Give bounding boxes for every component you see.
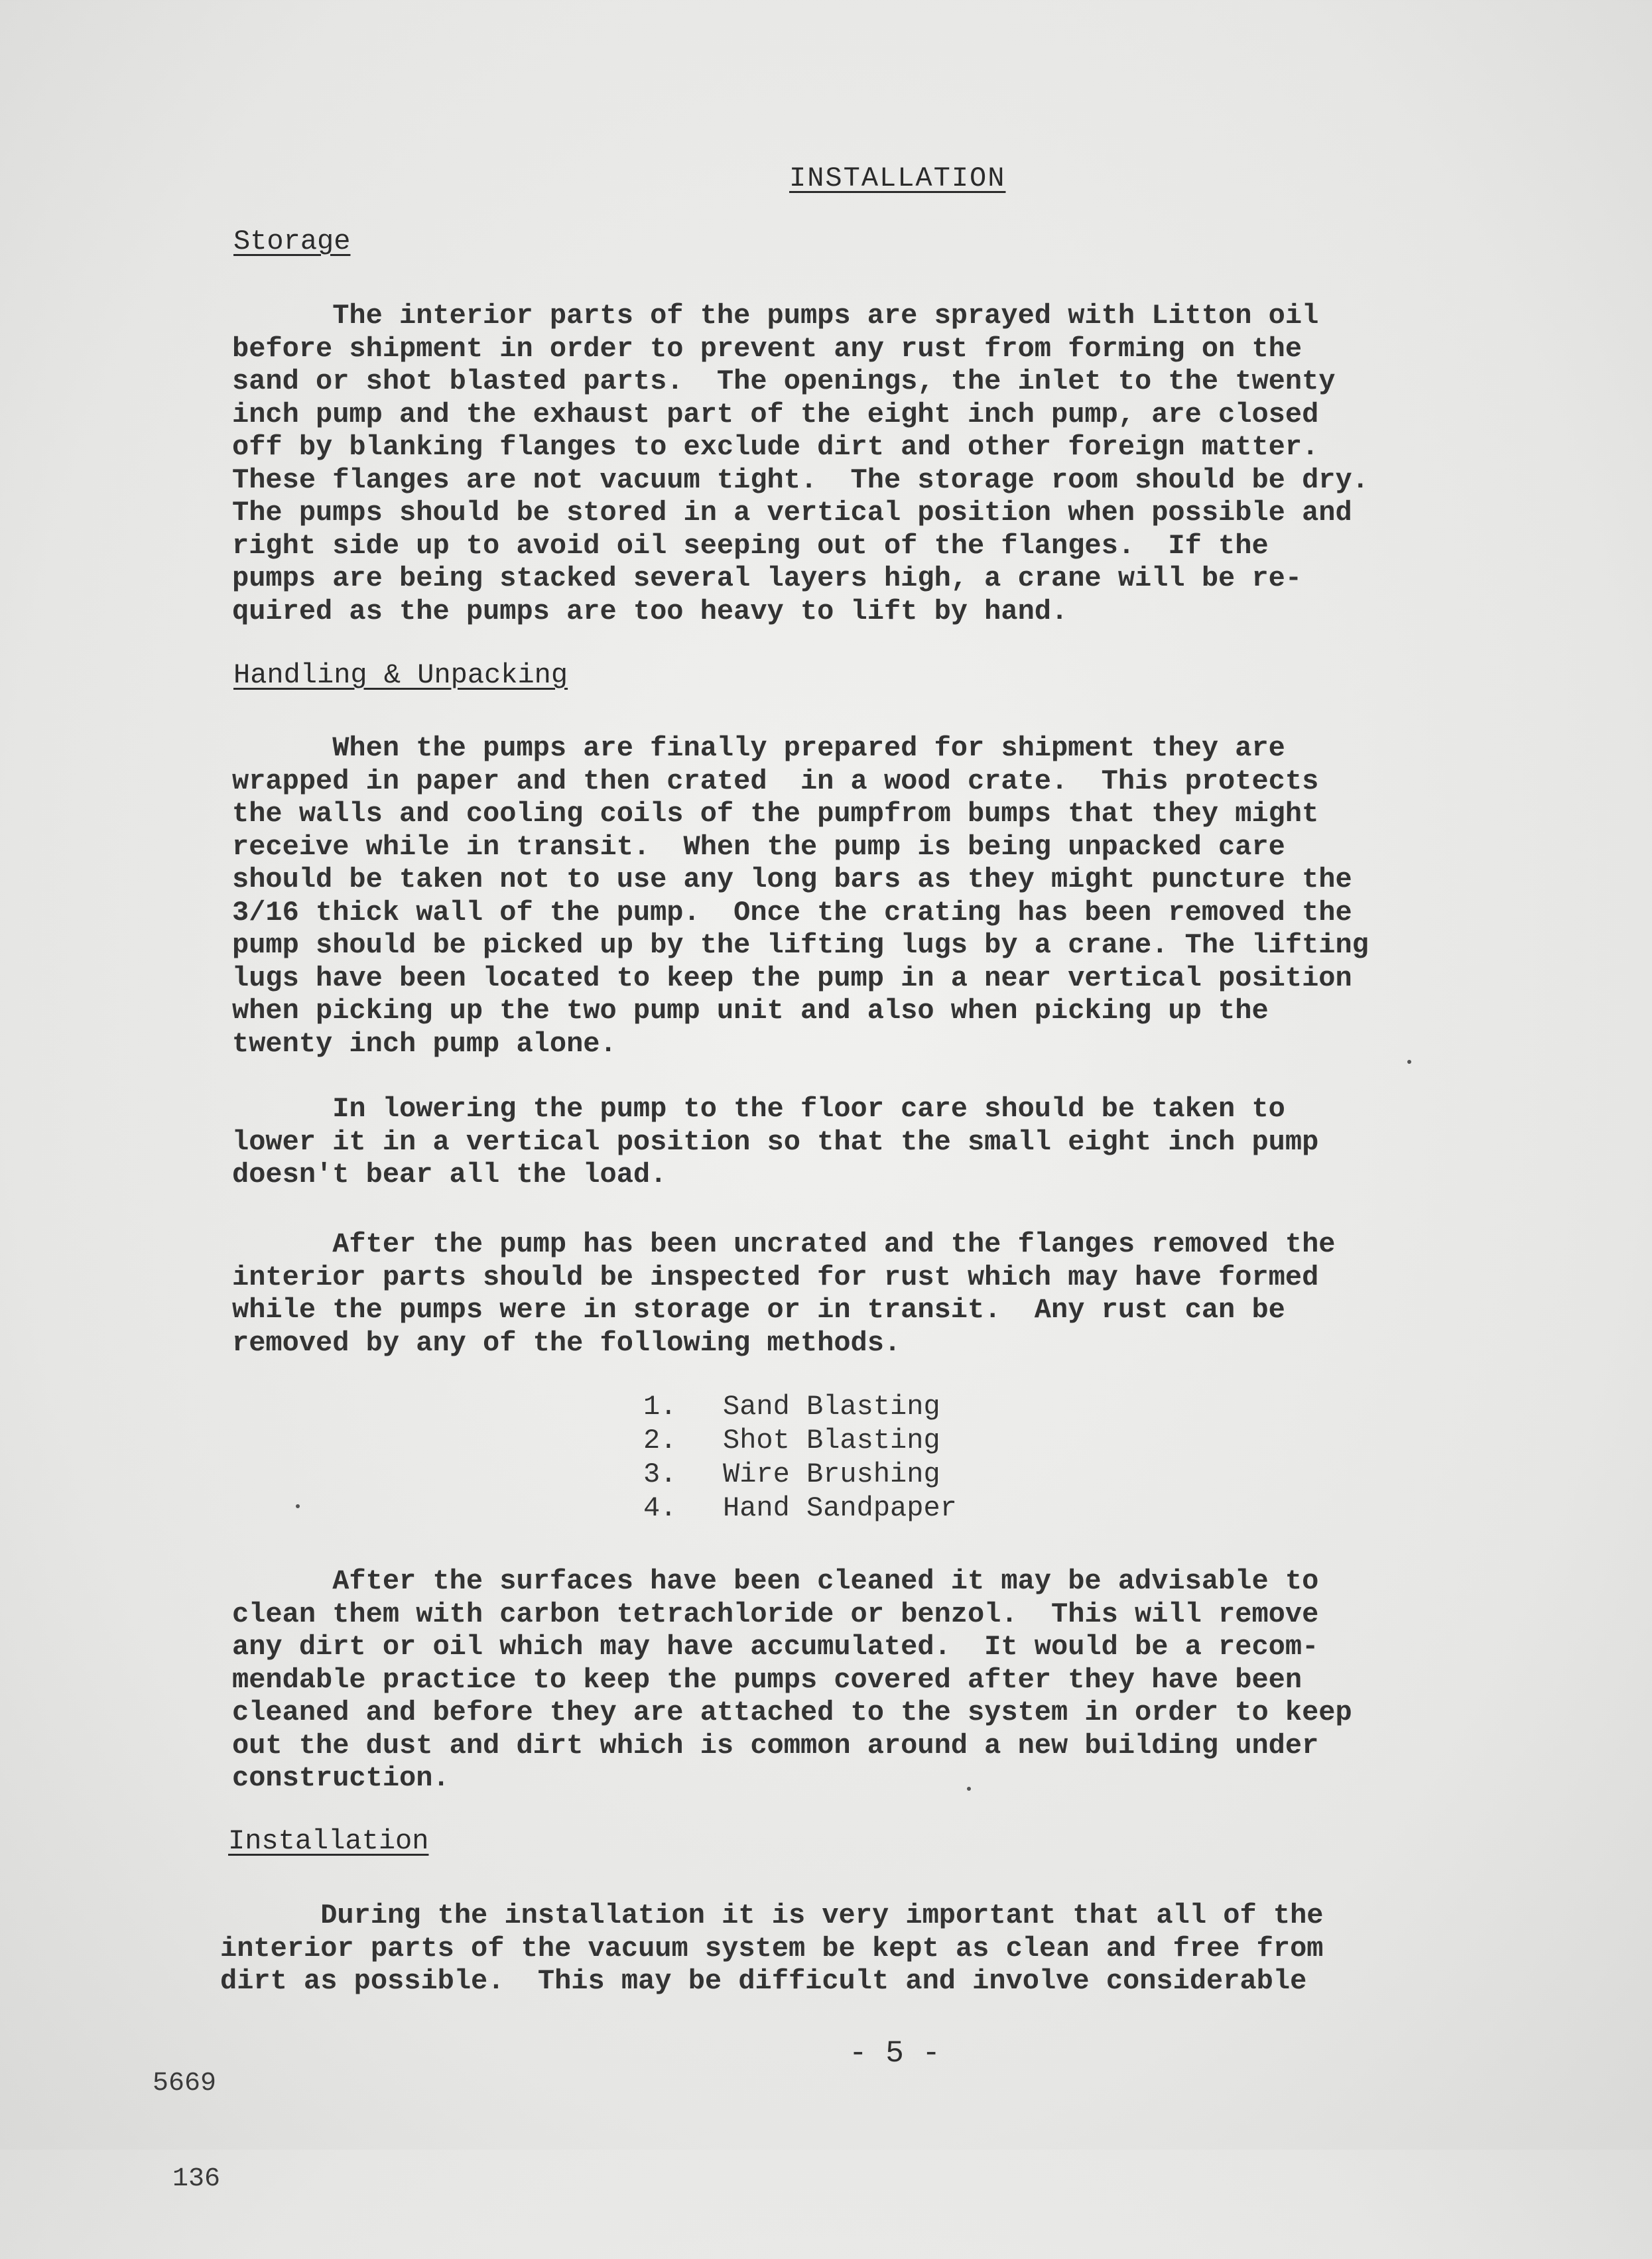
installation-paragraph: [220, 1900, 1553, 1998]
list-item: [643, 1390, 957, 1424]
text-line: mendable practice to keep the pumps covered after they have been: [232, 1663, 1303, 1696]
list-item: [643, 1492, 957, 1525]
text-line: wrapped in paper and then crated in a wood crate. This protects: [232, 765, 1319, 797]
list-number: 3.: [643, 1458, 677, 1490]
text-line: interior parts of the vacuum system be kept as clean and free from: [220, 1932, 1324, 1965]
text-line: when picking up the two pump unit and also when picking up the: [232, 995, 1269, 1027]
text-line: When the pumps are finally prepared for shipment they are: [232, 732, 1285, 764]
text-line: removed by any of the following methods.: [232, 1326, 901, 1359]
page-title: INSTALLATION: [789, 162, 1006, 194]
text-line: right side up to avoid oil seeping out of the flanges. If the: [232, 529, 1269, 562]
section-heading-storage: Storage: [233, 226, 351, 257]
text-line: twenty inch pump alone.: [232, 1027, 617, 1060]
text-line: pumps are being stacked several layers high, a crane will be re-: [232, 562, 1303, 594]
text-line: pump should be picked up by the lifting lugs by a crane. The lifting: [232, 929, 1369, 961]
text-line: while the pumps were in storage or in transit. Any rust can be: [232, 1294, 1285, 1326]
text-line: sand or shot blasted parts. The openings, the inlet to the twenty: [232, 365, 1336, 397]
text-line: The pumps should be stored in a vertical position when possible and: [232, 497, 1352, 529]
text-line: off by blanking flanges to exclude dirt and other foreign matter.: [232, 431, 1319, 463]
section-heading-installation: Installation: [228, 1825, 429, 1857]
text-line: clean them with carbon tetrachloride or benzol. This will remove: [232, 1598, 1319, 1630]
list-text: Wire Brushing: [723, 1458, 940, 1490]
text-line: After the surfaces have been cleaned it may be advisable to: [232, 1565, 1319, 1597]
list-item: [643, 1424, 957, 1458]
text-line: construction.: [232, 1762, 450, 1794]
document-code: [153, 2004, 220, 2259]
text-line: During the installation it is very important that all of the: [220, 1900, 1324, 1931]
text-line: doesn't bear all the load.: [232, 1159, 667, 1191]
text-line: 3/16 thick wall of the pump. Once the crating has been removed the: [232, 896, 1352, 929]
storage-paragraph: [232, 300, 1565, 628]
list-number: 4.: [643, 1492, 677, 1524]
list-number: 1.: [643, 1391, 677, 1423]
text-line: cleaned and before they are attached to the system in order to keep: [232, 1697, 1352, 1728]
page-number: - 5 -: [849, 2036, 941, 2071]
rust-removal-methods: [643, 1390, 957, 1525]
handling-paragraph-3: [232, 1228, 1565, 1360]
paper-speck: [967, 1787, 971, 1791]
text-line: In lowering the pump to the floor care should be taken to: [232, 1093, 1285, 1125]
list-text: Hand Sandpaper: [723, 1492, 957, 1524]
text-line: lower it in a vertical position so that the small eight inch pump: [232, 1126, 1319, 1158]
text-line: quired as the pumps are too heavy to lift by hand.: [232, 595, 1068, 627]
text-line: receive while in transit. When the pump is being unpacked care: [232, 830, 1285, 863]
text-line: before shipment in order to prevent any rust from forming on the: [232, 332, 1303, 365]
handling-paragraph-4: [232, 1565, 1565, 1795]
handling-paragraph-2: [232, 1093, 1565, 1192]
text-line: out the dust and dirt which is common around a new building under: [232, 1729, 1319, 1762]
text-line: interior parts should be inspected for rust which may have formed: [232, 1261, 1319, 1293]
text-line: any dirt or oil which may have accumulated. It would be a recom-: [232, 1631, 1319, 1663]
text-line: should be taken not to use any long bars as they might puncture the: [232, 864, 1352, 895]
list-text: Sand Blasting: [723, 1391, 940, 1423]
paper-speck: [1407, 1060, 1411, 1064]
text-line: dirt as possible. This may be difficult and involve considerable: [220, 1965, 1307, 1997]
text-line: lugs have been located to keep the pump in a near vertical position: [232, 962, 1352, 994]
document-code-line: 5669: [153, 2069, 217, 2098]
text-line: These flanges are not vacuum tight. The storage room should be dry.: [232, 464, 1369, 496]
text-line: inch pump and the exhaust part of the eight inch pump, are closed: [232, 398, 1319, 430]
list-item: [643, 1458, 957, 1492]
paper-speck: [296, 1504, 300, 1508]
document-code-line: 136: [172, 2164, 221, 2194]
handling-paragraph-1: [232, 732, 1565, 1061]
text-line: The interior parts of the pumps are sprayed with Litton oil: [232, 300, 1319, 332]
list-number: 2.: [643, 1425, 677, 1456]
list-text: Shot Blasting: [723, 1425, 940, 1456]
text-line: the walls and cooling coils of the pumpfrom bumps that they might: [232, 798, 1319, 830]
section-heading-handling: Handling & Unpacking: [233, 659, 568, 691]
text-line: After the pump has been uncrated and the flanges removed the: [232, 1228, 1336, 1260]
